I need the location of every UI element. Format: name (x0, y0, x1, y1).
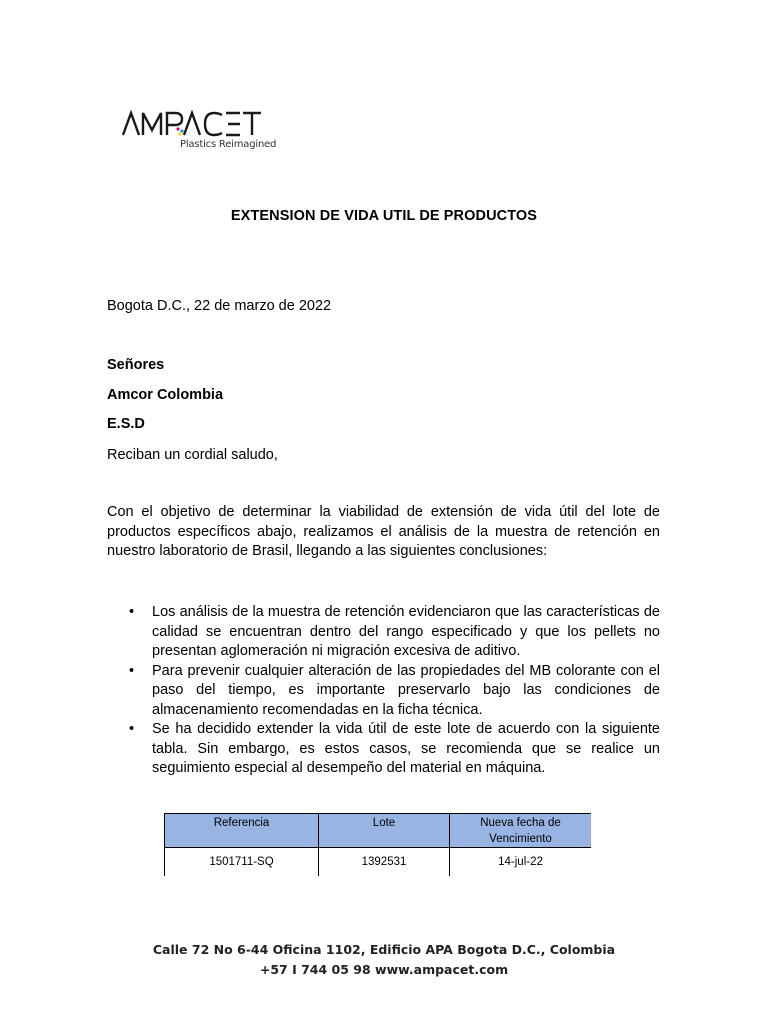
bullet-icon: • (129, 662, 135, 679)
logo-tagline: Plastics Reimagined (180, 139, 277, 150)
header-vencimiento: Nueva fecha de Vencimiento (450, 814, 592, 848)
date-line: Bogota D.C., 22 de marzo de 2022 (107, 298, 332, 314)
cell-lote: 1392531 (319, 848, 450, 877)
recipient-company: Amcor Colombia (107, 387, 224, 403)
salutation: Señores (107, 357, 165, 373)
list-item-text: Los análisis de la muestra de retención evidenciaron que las características de calidad se encuentran dentro del rango especificado y que los pellets no presentan aglomeración ni migración excesiva de aditivo. (152, 604, 660, 659)
conclusions-list (129, 603, 660, 779)
bullet-icon: • (129, 604, 135, 620)
bullet-icon: • (129, 721, 135, 737)
product-table (164, 813, 591, 876)
header-referencia: Referencia (165, 814, 319, 848)
cell-vencimiento: 14-jul-22 (450, 848, 592, 877)
list-item-text: Para prevenir cualquier alteración de las propiedades del MB colorante con el paso del tiempo, es importante preservarlo bajo las condiciones de almacenamiento recomendadas en la ficha técnica. (152, 662, 660, 718)
header-lote: Lote (319, 814, 450, 848)
greeting: Reciban un cordial saludo, (107, 447, 278, 463)
list-item (129, 603, 660, 662)
list-item-text: Se ha decidido extender la vida útil de este lote de acuerdo con la siguiente tabla. Sin embargo, es estos casos, se recomienda que se realice un seguimiento especial al desempeño del material en máquina. (152, 721, 660, 776)
list-item (129, 662, 660, 721)
table-header-row (165, 814, 592, 848)
footer-address: Calle 72 No 6-44 Oficina 1102, Edificio APA Bogota D.C., Colombia (152, 942, 616, 957)
document-title: EXTENSION DE VIDA UTIL DE PRODUCTOS (230, 208, 538, 224)
list-item (129, 720, 660, 779)
recipient-esd: E.S.D (107, 416, 145, 432)
table-row (165, 848, 592, 877)
intro-paragraph: Con el objetivo de determinar la viabilidad de extensión de vida útil del lote de productos específicos abajo, realizamos el análisis de la muestra de retención en nuestro laboratorio de Brasil, llegando a las siguientes conclusiones: (107, 504, 660, 559)
cell-referencia: 1501711-SQ (165, 848, 319, 877)
footer-contact: +57 I 744 05 98 www.ampacet.com (259, 962, 509, 977)
